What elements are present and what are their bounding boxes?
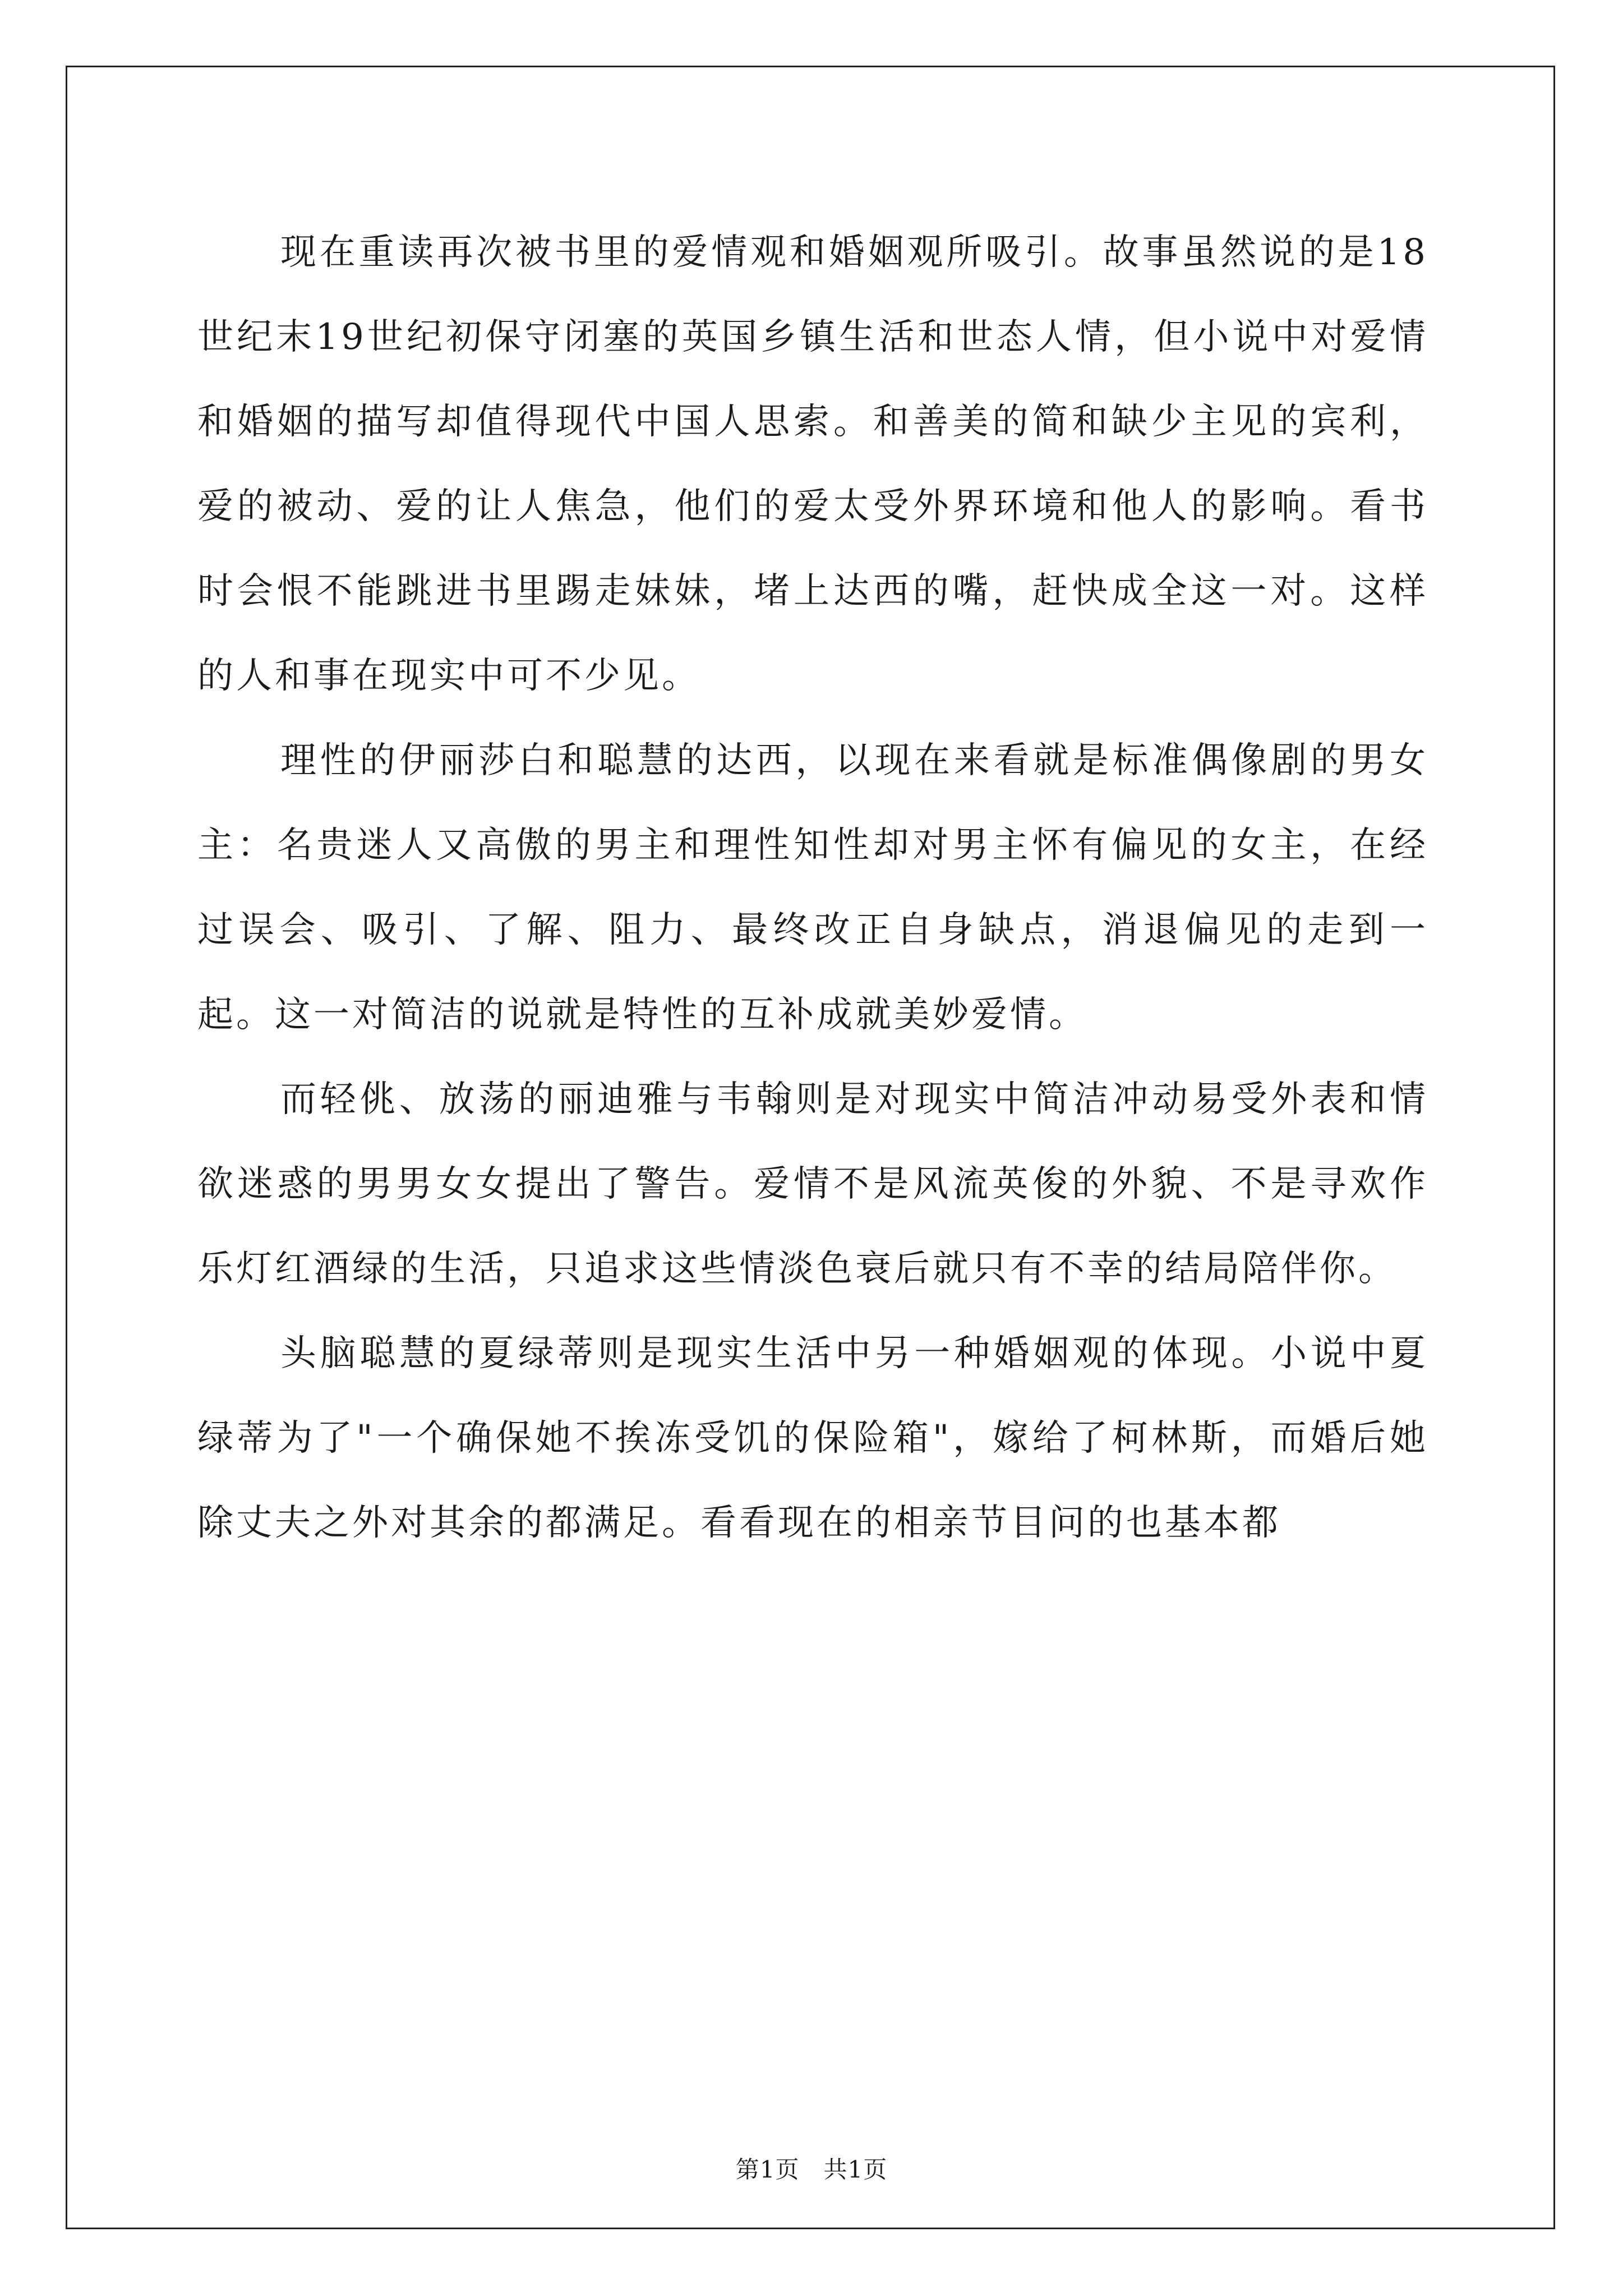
footer-separator: [799, 2156, 823, 2183]
paragraph: 头脑聪慧的夏绿蒂则是现实生活中另一种婚姻观的体现。小说中夏绿蒂为了"一个确保她不挨冻受饥的保险箱"，嫁给了柯林斯，而婚后她除丈夫之外对其余的都满足。看看现在的相亲节目问的也基本都: [197, 1333, 1428, 1544]
page-footer: [0, 2156, 1623, 2184]
paragraph: 现在重读再次被书里的爱情观和婚姻观所吸引。故事虽然说的是18世纪末19世纪初保守闭塞的英国乡镇生活和世态人情，但小说中对爱情和婚姻的描写却值得现代中国人思索。和善美的简和缺少主见的宾利，爱的被动、爱的让人焦急，他们的爱太受外界环境和他人的影响。看书时会恨不能跳进书里踢走妹妹，堵上达西的嘴，赶快成全这一对。这样的人和事在现实中可不少见。: [197, 232, 1428, 697]
paragraph: 而轻佻、放荡的丽迪雅与韦翰则是对现实中简洁冲动易受外表和情欲迷惑的男男女女提出了警告。爱情不是风流英俊的外貌、不是寻欢作乐灯红酒绿的生活，只追求这些情淡色衰后就只有不幸的结局陪伴你。: [197, 1079, 1428, 1290]
page-number: 第1页: [735, 2156, 800, 2183]
document-body: [197, 210, 1428, 1566]
page-total: 共1页: [823, 2156, 888, 2183]
paragraph: 理性的伊丽莎白和聪慧的达西，以现在来看就是标准偶像剧的男女主：名贵迷人又高傲的男主和理性知性却对男主怀有偏见的女主，在经过误会、吸引、了解、阻力、最终改正自身缺点，消退偏见的走到一起。这一对简洁的说就是特性的互补成就美妙爱情。: [197, 740, 1428, 1036]
